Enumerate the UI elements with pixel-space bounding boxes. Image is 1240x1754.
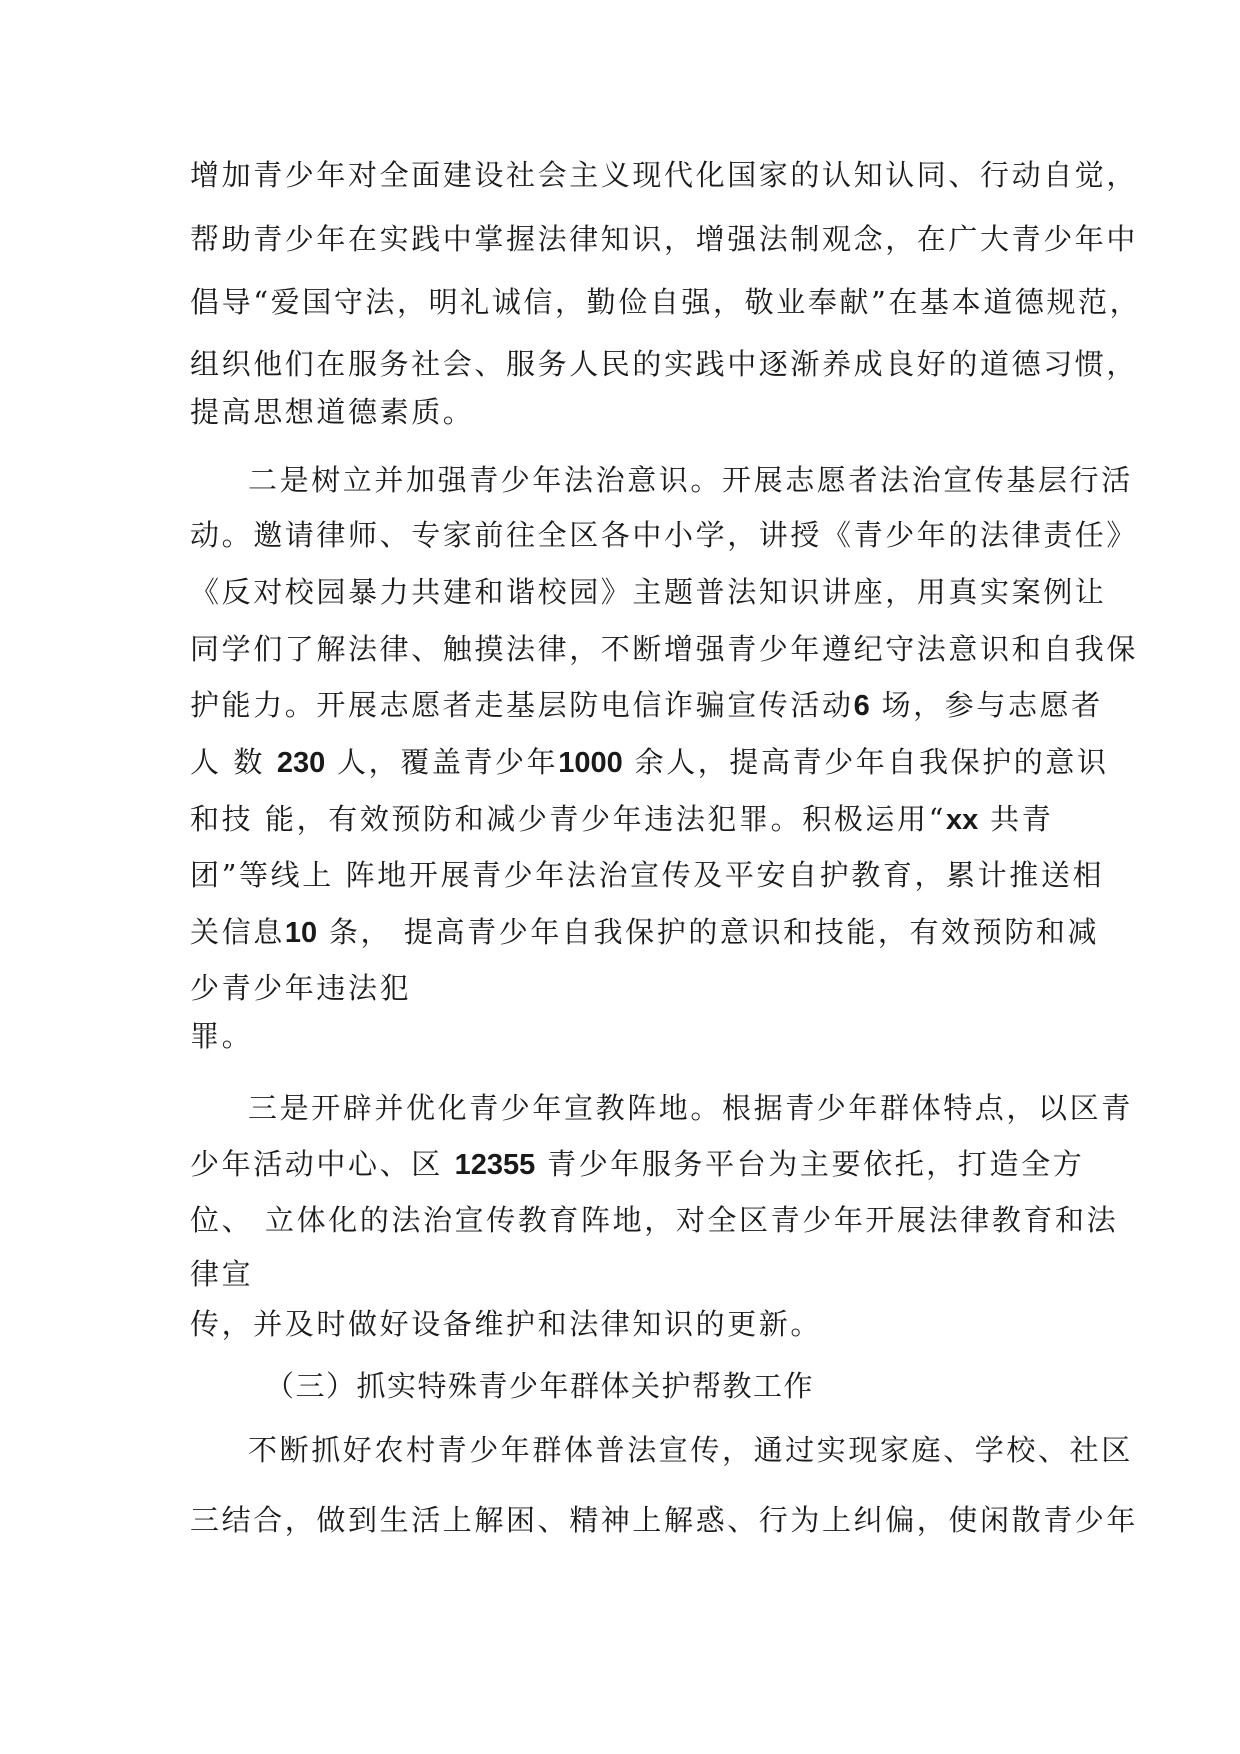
paragraph-2-line-2: 动。邀请律师、专家前往全区各中小学，讲授《青少年的法律责任》	[190, 518, 1139, 552]
paragraph-1-line-5: 提高思想道德素质。	[190, 395, 475, 429]
paragraph-1-line-3: 倡导“爱国守法，明礼诚信，勤俭自强，敬业奉献”在基本道德规范，	[190, 285, 1142, 319]
paragraph-2-line-3: 《反对校园暴力共建和谐校园》主题普法知识讲座，用真实案例让	[190, 575, 1107, 609]
text-segment: 关信息	[190, 915, 285, 949]
paragraph-4-line-1: 不断抓好农村青少年群体普法宣传，通过实现家庭、学校、社区	[248, 1433, 1133, 1467]
text-segment: 场，参与志愿者	[869, 688, 1103, 722]
paragraph-4-line-2: 三结合，做到生活上解困、精神上解惑、行为上纠偏，使闲散青少年	[190, 1503, 1139, 1537]
paragraph-3-line-4: 律宣	[190, 1257, 254, 1291]
paragraph-1-line-4: 组织他们在服务社会、服务人民的实践中逐渐养成良好的道德习惯，	[190, 347, 1139, 381]
placeholder-xx: xx	[946, 804, 979, 836]
paragraph-1-line-1: 增加青少年对全面建设社会主义现代化国家的认知认同、行动自觉，	[190, 158, 1139, 192]
text-segment: 青少年服务平台为主要依托，打造全方	[535, 1147, 1085, 1181]
text-segment: 少年活动中心、区	[190, 1147, 455, 1181]
paragraph-1-line-2: 帮助青少年在实践中掌握法律知识，增强法制观念，在广大青少年中	[190, 222, 1139, 256]
text-segment: 和技 能，有效预防和减少青少年违法犯罪。积极运用“	[190, 802, 947, 836]
number-hotline: 12355	[454, 1149, 536, 1181]
text-segment: 人，覆盖青少年	[325, 745, 559, 779]
text-segment: 条， 提高青少年自我保护的意识和技能，有效预防和减	[317, 915, 1100, 949]
paragraph-2-line-5	[190, 687, 1103, 724]
paragraph-2-line-4: 同学们了解法律、触摸法律，不断增强青少年遵纪守法意识和自我保	[190, 632, 1139, 666]
paragraph-3-line-2	[190, 1146, 1084, 1183]
paragraph-2-line-11: 罪。	[190, 1019, 254, 1053]
paragraph-2-line-6	[190, 744, 1109, 781]
paragraph-2-line-7	[190, 801, 1053, 838]
paragraph-3-line-1: 三是开辟并优化青少年宣教阵地。根据青少年群体特点，以区青	[248, 1091, 1133, 1125]
paragraph-2-line-10: 少青少年违法犯	[190, 971, 412, 1005]
paragraph-3-line-5: 传，并及时做好设备维护和法律知识的更新。	[190, 1307, 823, 1341]
paragraph-3-line-3: 位、 立体化的法治宣传教育阵地，对全区青少年开展法律教育和法	[190, 1203, 1119, 1237]
number-posts: 10	[284, 917, 318, 949]
paragraph-2-line-9	[190, 914, 1099, 951]
paragraph-2-line-1: 二是树立并加强青少年法治意识。开展志愿者法治宣传基层行活	[248, 463, 1133, 497]
text-segment: 余人，提高青少年自我保护的意识	[622, 745, 1109, 779]
text-segment: 共青	[978, 802, 1054, 836]
paragraph-2-line-8: 团”等线上 阵地开展青少年法治宣传及平安自护教育，累计推送相	[190, 858, 1105, 892]
number-volunteers: 230	[276, 747, 326, 779]
number-activities: 6	[853, 690, 870, 722]
number-youth-covered: 1000	[558, 747, 623, 779]
section-heading: （三）抓实特殊青少年群体关护帮教工作	[265, 1369, 815, 1403]
text-segment: 人 数	[190, 745, 277, 779]
text-segment: 护能力。开展志愿者走基层防电信诈骗宣传活动	[190, 688, 854, 722]
